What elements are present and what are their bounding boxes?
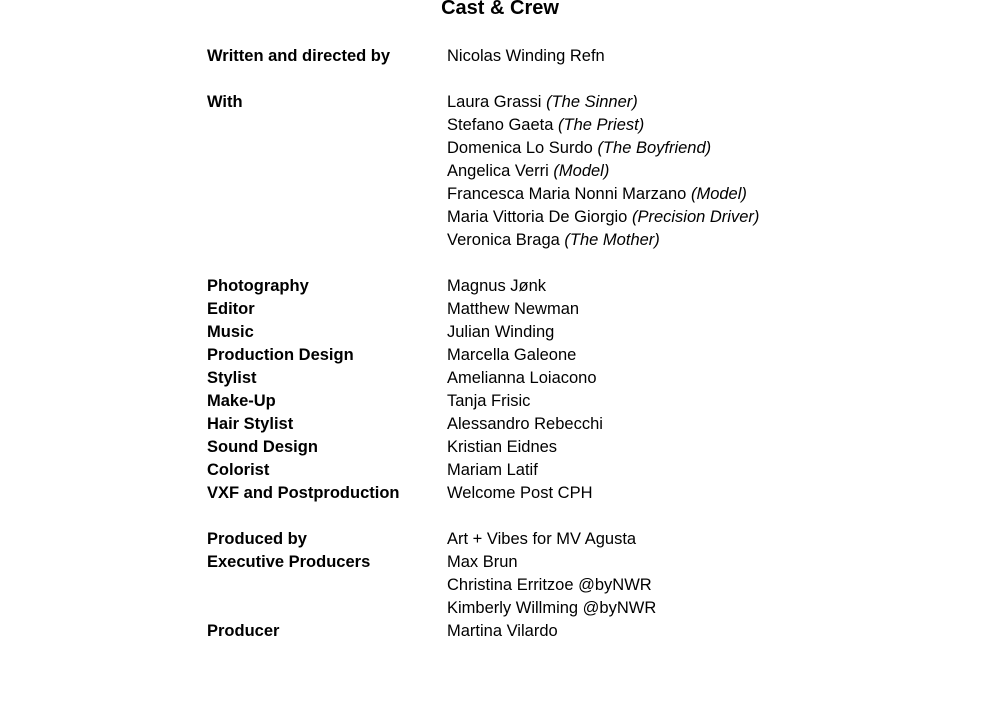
credit-name-line [447, 160, 907, 183]
person-name: Alessandro Rebecchi [447, 415, 603, 433]
credit-name-line [447, 367, 907, 390]
credit-name-line [447, 45, 907, 68]
credit-names [447, 275, 907, 298]
credits-list [207, 45, 907, 643]
credit-role: Production Design [207, 346, 354, 364]
person-name: Julian Winding [447, 323, 555, 341]
character-name: (Model) [553, 162, 610, 180]
credit-row [207, 321, 907, 344]
credit-role: Executive Producers [207, 553, 371, 571]
credit-name-line [447, 436, 907, 459]
credit-role: Sound Design [207, 438, 318, 456]
credit-names [447, 344, 907, 367]
credit-role: Music [207, 323, 254, 341]
person-name: Max Brun [447, 553, 518, 571]
credit-row [207, 528, 907, 551]
person-name: Nicolas Winding Refn [447, 47, 605, 65]
credit-names [447, 298, 907, 321]
person-name: Christina Erritzoe @byNWR [447, 576, 652, 594]
person-name: Maria Vittoria De Giorgio [447, 208, 628, 226]
person-name: Welcome Post CPH [447, 484, 593, 502]
credit-names [447, 459, 907, 482]
credit-role: VXF and Postproduction [207, 484, 400, 502]
section-spacer [207, 505, 907, 528]
credit-names [447, 436, 907, 459]
character-name: (The Boyfriend) [597, 139, 712, 157]
credit-row [207, 298, 907, 321]
section-spacer [207, 252, 907, 275]
credit-name-line [447, 229, 907, 252]
credit-role: Produced by [207, 530, 307, 548]
credit-names [447, 620, 907, 643]
credit-row [207, 620, 907, 643]
credit-row [207, 91, 907, 252]
credit-role: Colorist [207, 461, 270, 479]
credit-names [447, 390, 907, 413]
credit-name-line [447, 528, 907, 551]
credit-names [447, 413, 907, 436]
credit-name-line [447, 551, 907, 574]
credit-names [447, 321, 907, 344]
credit-names [447, 482, 907, 505]
character-name: (The Priest) [558, 116, 645, 134]
character-name: (Model) [690, 185, 747, 203]
person-name: Matthew Newman [447, 300, 580, 318]
credit-name-line [447, 275, 907, 298]
credit-names [447, 367, 907, 390]
person-name: Amelianna Loiacono [447, 369, 597, 387]
person-name: Veronica Braga [447, 231, 560, 249]
credit-name-line [447, 114, 907, 137]
credit-row [207, 551, 907, 620]
credit-name-line [447, 459, 907, 482]
credit-role: Make-Up [207, 392, 276, 410]
person-name: Francesca Maria Nonni Marzano [447, 185, 687, 203]
credit-role: Hair Stylist [207, 415, 294, 433]
credit-name-line [447, 137, 907, 160]
person-name: Mariam Latif [447, 461, 538, 479]
credit-role: Editor [207, 300, 255, 318]
person-name: Kristian Eidnes [447, 438, 558, 456]
credit-row [207, 45, 907, 68]
credit-row [207, 390, 907, 413]
person-name: Martina Vilardo [447, 622, 558, 640]
credit-name-line [447, 620, 907, 643]
person-name: Marcella Galeone [447, 346, 577, 364]
credit-names [447, 45, 907, 68]
credit-row [207, 413, 907, 436]
credit-row [207, 436, 907, 459]
character-name: (The Mother) [564, 231, 660, 249]
credit-names [447, 528, 907, 551]
person-name: Laura Grassi [447, 93, 542, 111]
credit-names [447, 91, 907, 252]
credit-row [207, 459, 907, 482]
credit-names [447, 551, 907, 620]
credit-name-line [447, 183, 907, 206]
credit-name-line [447, 597, 907, 620]
credit-name-line [447, 482, 907, 505]
credit-role: With [207, 93, 243, 111]
credit-role: Stylist [207, 369, 257, 387]
credit-name-line [447, 298, 907, 321]
page-title: Cast & Crew [441, 0, 559, 19]
credit-row [207, 275, 907, 298]
credit-row [207, 482, 907, 505]
credit-name-line [447, 206, 907, 229]
character-name: (The Sinner) [546, 93, 638, 111]
credit-name-line [447, 574, 907, 597]
person-name: Angelica Verri [447, 162, 549, 180]
section-spacer [207, 68, 907, 91]
credit-role: Photography [207, 277, 309, 295]
credit-row [207, 344, 907, 367]
character-name: (Precision Driver) [631, 208, 760, 226]
credit-name-line [447, 390, 907, 413]
person-name: Domenica Lo Surdo [447, 139, 593, 157]
person-name: Kimberly Willming @byNWR [447, 599, 657, 617]
person-name: Art + Vibes for MV Agusta [447, 530, 637, 548]
credit-name-line [447, 344, 907, 367]
credit-name-line [447, 321, 907, 344]
credit-name-line [447, 91, 907, 114]
person-name: Stefano Gaeta [447, 116, 554, 134]
credit-name-line [447, 413, 907, 436]
credit-row [207, 367, 907, 390]
credit-role: Producer [207, 622, 280, 640]
person-name: Magnus Jønk [447, 277, 547, 295]
credit-role: Written and directed by [207, 47, 391, 65]
person-name: Tanja Frisic [447, 392, 531, 410]
